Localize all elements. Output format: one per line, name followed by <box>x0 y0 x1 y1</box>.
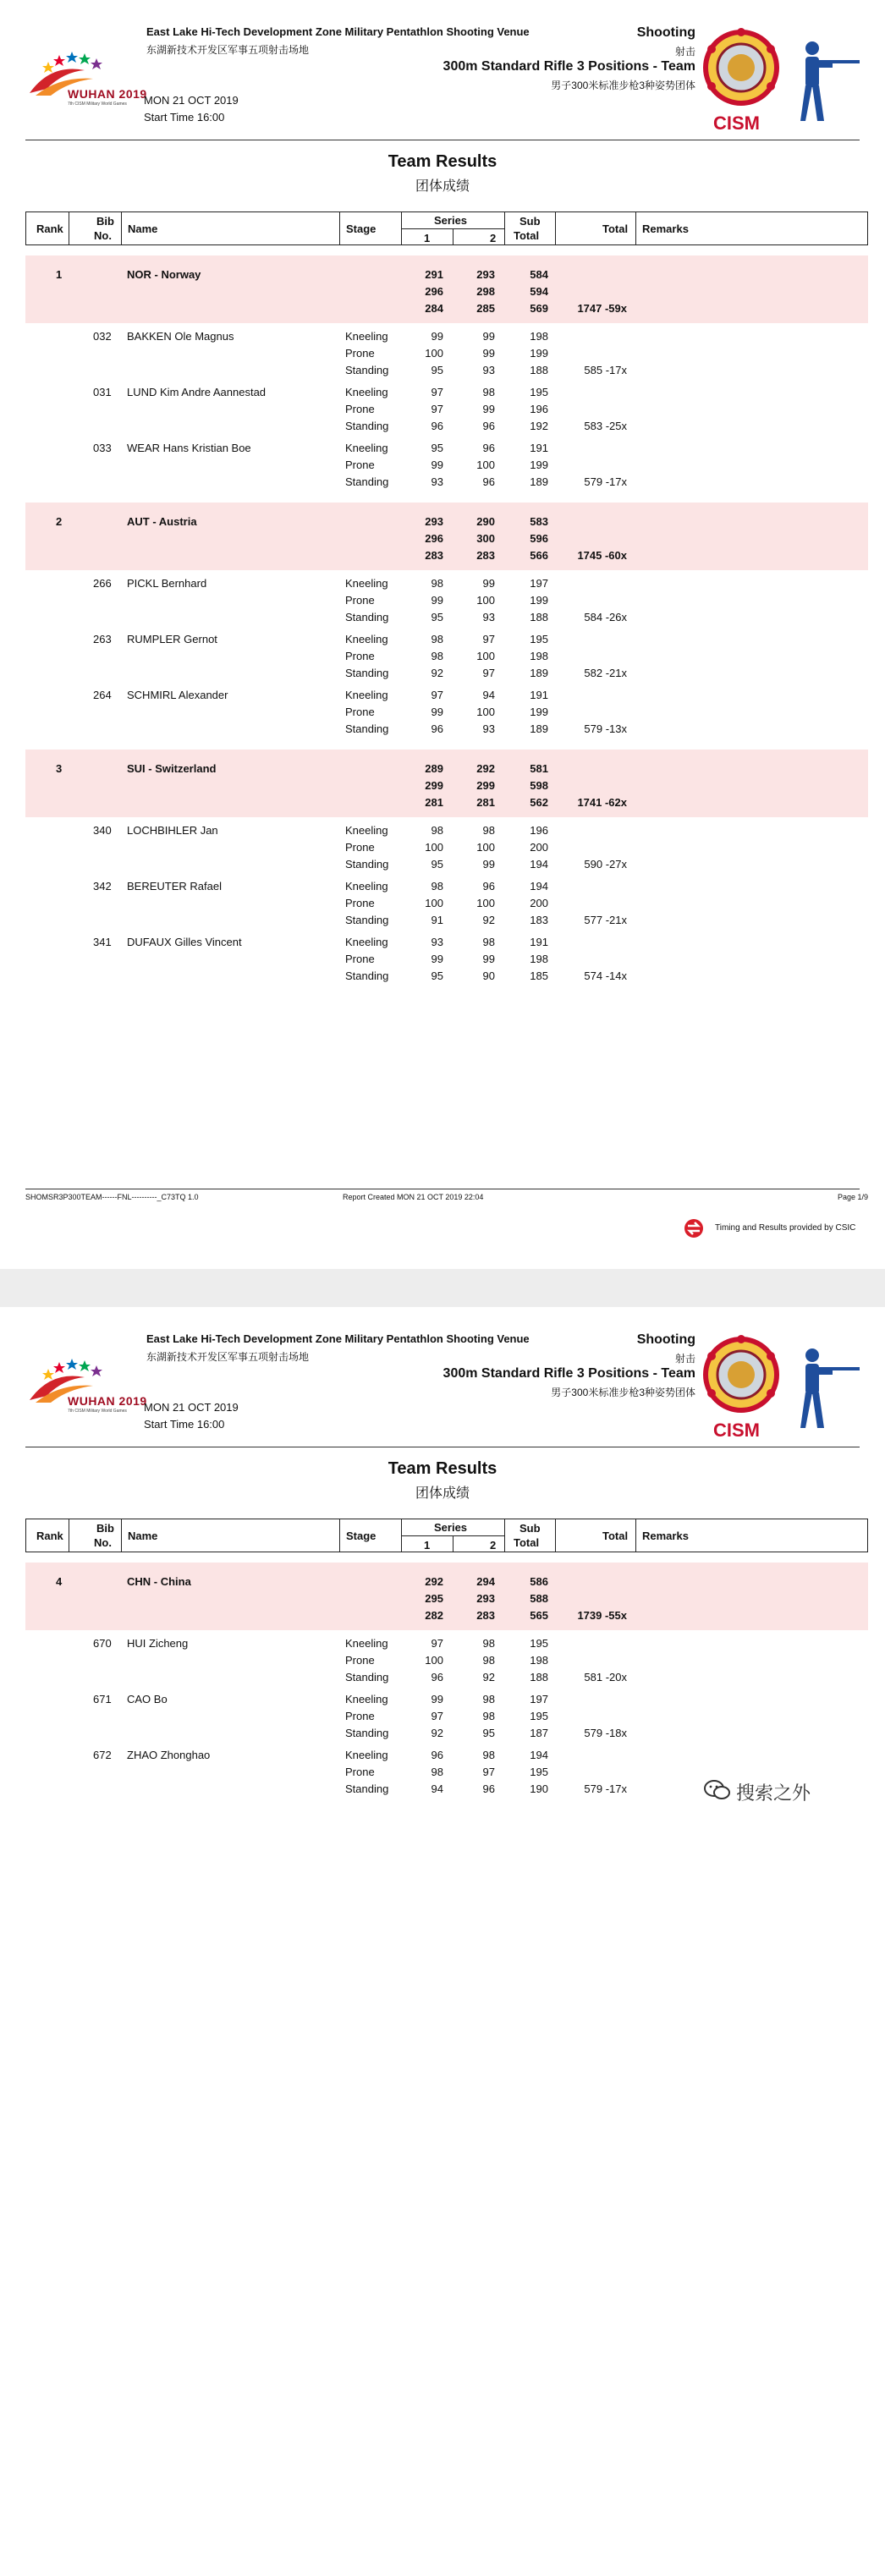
series-1-score: 95 <box>431 858 443 871</box>
stage-label: Kneeling <box>345 330 388 343</box>
page-number: Page 1/9 <box>837 1193 868 1201</box>
athlete-bib: 031 <box>93 386 112 398</box>
stage-subtotal: 195 <box>530 1710 548 1722</box>
series-1-score: 99 <box>431 594 443 607</box>
stage-label: Kneeling <box>345 880 388 893</box>
athlete-total: 579 -18x <box>584 1727 627 1739</box>
team-series-2: 283 <box>476 1609 495 1622</box>
report-code: SHOMSR3P300TEAM------FNL----------_C73TQ 1.0 <box>25 1193 199 1201</box>
series-2-score: 100 <box>476 650 495 662</box>
athlete-bib: 672 <box>93 1749 112 1761</box>
stage-label: Standing <box>345 858 389 871</box>
stage-subtotal: 194 <box>530 1749 548 1761</box>
team-series-1: 281 <box>425 796 443 809</box>
series-1-score: 96 <box>431 722 443 735</box>
stage-label: Standing <box>345 420 389 432</box>
stage-subtotal: 190 <box>530 1782 548 1795</box>
series-1-score: 95 <box>431 969 443 982</box>
series-2-score: 98 <box>482 1637 495 1650</box>
stage-subtotal: 197 <box>530 1693 548 1705</box>
team-series-1: 282 <box>425 1609 443 1622</box>
stage-subtotal: 188 <box>530 364 548 376</box>
event-name-cn: 男子300米标准步枪3种姿势团体 <box>551 1387 695 1398</box>
stage-subtotal: 200 <box>530 897 548 909</box>
athlete-total: 581 -20x <box>584 1671 627 1683</box>
team-series-2: 298 <box>476 285 495 298</box>
athlete-name: WEAR Hans Kristian Boe <box>127 442 251 454</box>
stage-subtotal: 192 <box>530 420 548 432</box>
athlete-name: CAO Bo <box>127 1693 168 1705</box>
series-2-score: 94 <box>482 689 495 701</box>
series-2-score: 93 <box>482 722 495 735</box>
team-series-2: 283 <box>476 549 495 562</box>
col-series-1: 1 <box>424 1539 431 1552</box>
discipline: Shooting <box>636 1332 695 1347</box>
team-series-2: 293 <box>476 268 495 281</box>
stage-label: Kneeling <box>345 936 388 948</box>
series-1-score: 100 <box>425 841 443 854</box>
page-title: Team Results <box>388 1459 497 1478</box>
discipline: Shooting <box>636 25 695 40</box>
wechat-account-label: 搜索之外 <box>736 1782 811 1804</box>
stage-label: Standing <box>345 914 389 926</box>
series-2-score: 92 <box>482 914 495 926</box>
col-stage: Stage <box>346 1530 377 1542</box>
team-name: CHN - China <box>127 1575 191 1588</box>
athlete-name: ZHAO Zhonghao <box>127 1749 211 1761</box>
series-1-score: 99 <box>431 1693 443 1705</box>
team-subtotal: 588 <box>530 1592 548 1605</box>
series-2-score: 98 <box>482 824 495 837</box>
results-page-1 <box>0 0 885 1269</box>
series-1-score: 97 <box>431 1637 443 1650</box>
series-2-score: 100 <box>476 459 495 471</box>
athlete-bib: 671 <box>93 1693 112 1705</box>
series-1-score: 100 <box>425 1654 443 1667</box>
team-subtotal: 569 <box>530 302 548 315</box>
col-remarks: Remarks <box>642 222 689 235</box>
series-2-score: 100 <box>476 706 495 718</box>
stage-subtotal: 195 <box>530 633 548 645</box>
start-time: Start Time 16:00 <box>144 111 225 124</box>
athlete-total: 583 -25x <box>584 420 627 432</box>
athlete-name: LUND Kim Andre Aannestad <box>127 386 267 398</box>
wuhan-logo-text: WUHAN 2019 <box>68 1394 147 1408</box>
series-1-score: 96 <box>431 1671 443 1683</box>
stage-label: Kneeling <box>345 442 388 454</box>
col-sub: Sub <box>519 215 541 228</box>
stage-label: Standing <box>345 364 389 376</box>
rifle-shooter-pictogram <box>794 38 861 123</box>
series-2-score: 100 <box>476 841 495 854</box>
stage-subtotal: 187 <box>530 1727 548 1739</box>
series-2-score: 96 <box>482 1782 495 1795</box>
stage-label: Standing <box>345 667 389 679</box>
stage-label: Standing <box>345 611 389 623</box>
col-sub-total: Total <box>514 1536 540 1549</box>
col-bib: Bib <box>96 215 114 228</box>
series-2-score: 98 <box>482 386 495 398</box>
page-separator <box>0 1269 885 1307</box>
table-header <box>25 1519 868 1552</box>
discipline-cn: 射击 <box>674 1353 695 1365</box>
team-series-1: 296 <box>425 532 443 545</box>
series-1-score: 95 <box>431 611 443 623</box>
team-series-2: 281 <box>476 796 495 809</box>
athlete-total: 585 -17x <box>584 364 627 376</box>
stage-label: Kneeling <box>345 1749 388 1761</box>
team-subtotal: 594 <box>530 285 548 298</box>
series-1-score: 98 <box>431 633 443 645</box>
athlete-bib: 340 <box>93 824 112 837</box>
athlete-name: HUI Zicheng <box>127 1637 189 1650</box>
col-total: Total <box>602 1530 629 1542</box>
series-1-score: 100 <box>425 897 443 909</box>
athlete-name: PICKL Bernhard <box>127 577 207 590</box>
cism-logo-text: CISM <box>713 113 760 134</box>
event-name: 300m Standard Rifle 3 Positions - Team <box>442 59 695 74</box>
athlete-bib: 264 <box>93 689 112 701</box>
wechat-icon <box>704 1779 731 1801</box>
series-2-score: 98 <box>482 1693 495 1705</box>
stage-label: Kneeling <box>345 1693 388 1705</box>
stage-subtotal: 199 <box>530 594 548 607</box>
series-1-score: 95 <box>431 364 443 376</box>
athlete-bib: 266 <box>93 577 112 590</box>
stage-subtotal: 191 <box>530 689 548 701</box>
athlete-bib: 342 <box>93 880 112 893</box>
rifle-shooter-pictogram <box>794 1345 861 1430</box>
athlete-total: 577 -21x <box>584 914 627 926</box>
col-bib-no: No. <box>94 229 112 242</box>
series-2-score: 92 <box>482 1671 495 1683</box>
col-name: Name <box>128 1530 158 1542</box>
col-rank: Rank <box>36 222 63 235</box>
stage-subtotal: 185 <box>530 969 548 982</box>
stage-subtotal: 198 <box>530 1654 548 1667</box>
series-1-score: 97 <box>431 1710 443 1722</box>
stage-subtotal: 188 <box>530 1671 548 1683</box>
series-2-score: 93 <box>482 611 495 623</box>
series-1-score: 92 <box>431 1727 443 1739</box>
col-series: Series <box>434 214 468 227</box>
stage-subtotal: 189 <box>530 475 548 488</box>
athlete-total: 574 -14x <box>584 969 627 982</box>
stage-label: Prone <box>345 897 375 909</box>
athlete-name: RUMPLER Gernot <box>127 633 217 645</box>
stage-subtotal: 195 <box>530 1766 548 1778</box>
series-1-score: 97 <box>431 403 443 415</box>
team-name: SUI - Switzerland <box>127 762 217 775</box>
stage-label: Standing <box>345 475 389 488</box>
col-rank: Rank <box>36 1530 63 1542</box>
stage-label: Standing <box>345 1671 389 1683</box>
stage-subtotal: 194 <box>530 880 548 893</box>
col-remarks: Remarks <box>642 1530 689 1542</box>
athlete-total: 579 -17x <box>584 1782 627 1795</box>
series-1-score: 98 <box>431 1766 443 1778</box>
col-series-2: 2 <box>490 232 497 244</box>
start-time: Start Time 16:00 <box>144 1418 225 1431</box>
series-1-score: 98 <box>431 880 443 893</box>
team-series-1: 284 <box>425 302 443 315</box>
stage-subtotal: 191 <box>530 936 548 948</box>
col-series-1: 1 <box>424 232 431 244</box>
stage-label: Kneeling <box>345 577 388 590</box>
event-date: MON 21 OCT 2019 <box>144 1401 239 1414</box>
series-2-score: 99 <box>482 347 495 360</box>
athlete-name: DUFAUX Gilles Vincent <box>127 936 242 948</box>
report-created: Report Created MON 21 OCT 2019 22:04 <box>343 1193 484 1201</box>
team-series-2: 294 <box>476 1575 495 1588</box>
athlete-name: SCHMIRL Alexander <box>127 689 228 701</box>
page-title-cn: 团体成绩 <box>415 179 470 194</box>
page-title: Team Results <box>388 152 497 171</box>
series-2-score: 98 <box>482 1654 495 1667</box>
series-1-score: 96 <box>431 420 443 432</box>
team-subtotal: 583 <box>530 515 548 528</box>
athlete-name: LOCHBIHLER Jan <box>127 824 218 837</box>
team-subtotal: 565 <box>530 1609 548 1622</box>
stage-subtotal: 198 <box>530 650 548 662</box>
series-2-score: 96 <box>482 420 495 432</box>
series-1-score: 94 <box>431 1782 443 1795</box>
team-series-1: 295 <box>425 1592 443 1605</box>
stage-subtotal: 188 <box>530 611 548 623</box>
stage-subtotal: 199 <box>530 459 548 471</box>
series-2-score: 98 <box>482 936 495 948</box>
athlete-bib: 033 <box>93 442 112 454</box>
stage-label: Standing <box>345 722 389 735</box>
series-2-score: 95 <box>482 1727 495 1739</box>
series-2-score: 96 <box>482 880 495 893</box>
stage-label: Prone <box>345 594 375 607</box>
team-series-2: 293 <box>476 1592 495 1605</box>
series-2-score: 99 <box>482 330 495 343</box>
col-sub-total: Total <box>514 229 540 242</box>
team-rank: 2 <box>56 515 63 528</box>
wuhan-logo-text: WUHAN 2019 <box>68 87 147 101</box>
series-2-score: 99 <box>482 577 495 590</box>
timing-credit: Timing and Results provided by CSIC <box>715 1223 856 1233</box>
athlete-name: BAKKEN Ole Magnus <box>127 330 234 343</box>
team-series-2: 290 <box>476 515 495 528</box>
series-2-score: 97 <box>482 1766 495 1778</box>
event-name: 300m Standard Rifle 3 Positions - Team <box>442 1366 695 1381</box>
stage-subtotal: 195 <box>530 386 548 398</box>
venue-name-cn: 东湖新技术开发区军事五项射击场地 <box>146 1351 310 1363</box>
col-series: Series <box>434 1521 468 1534</box>
stage-label: Prone <box>345 841 375 854</box>
athlete-total: 584 -26x <box>584 611 627 623</box>
cism-logo-text: CISM <box>713 1420 760 1441</box>
series-1-score: 98 <box>431 650 443 662</box>
team-series-1: 293 <box>425 515 443 528</box>
col-series-2: 2 <box>490 1539 497 1552</box>
team-series-1: 299 <box>425 779 443 792</box>
athlete-bib: 670 <box>93 1637 112 1650</box>
series-1-score: 98 <box>431 824 443 837</box>
col-bib: Bib <box>96 1522 114 1535</box>
series-2-score: 98 <box>482 1710 495 1722</box>
stage-subtotal: 194 <box>530 858 548 871</box>
series-2-score: 100 <box>476 594 495 607</box>
team-series-1: 291 <box>425 268 443 281</box>
team-rank: 4 <box>56 1575 63 1588</box>
col-sub: Sub <box>519 1522 541 1535</box>
athlete-name: BEREUTER Rafael <box>127 880 222 893</box>
stage-subtotal: 196 <box>530 824 548 837</box>
series-1-score: 98 <box>431 577 443 590</box>
series-1-score: 100 <box>425 347 443 360</box>
stage-subtotal: 191 <box>530 442 548 454</box>
athlete-total: 579 -17x <box>584 475 627 488</box>
stage-label: Kneeling <box>345 633 388 645</box>
team-series-1: 296 <box>425 285 443 298</box>
team-subtotal: 596 <box>530 532 548 545</box>
series-1-score: 99 <box>431 459 443 471</box>
series-2-score: 98 <box>482 1749 495 1761</box>
series-2-score: 90 <box>482 969 495 982</box>
stage-subtotal: 198 <box>530 330 548 343</box>
series-1-score: 97 <box>431 689 443 701</box>
stage-subtotal: 199 <box>530 706 548 718</box>
stage-subtotal: 196 <box>530 403 548 415</box>
stage-label: Prone <box>345 1654 375 1667</box>
series-2-score: 99 <box>482 953 495 965</box>
stage-label: Prone <box>345 403 375 415</box>
stage-label: Standing <box>345 1727 389 1739</box>
series-2-score: 96 <box>482 442 495 454</box>
event-date: MON 21 OCT 2019 <box>144 94 239 107</box>
team-series-2: 300 <box>476 532 495 545</box>
athlete-total: 590 -27x <box>584 858 627 871</box>
stage-label: Kneeling <box>345 689 388 701</box>
series-1-score: 99 <box>431 706 443 718</box>
stage-subtotal: 197 <box>530 577 548 590</box>
stage-subtotal: 189 <box>530 667 548 679</box>
athlete-total: 579 -13x <box>584 722 627 735</box>
team-total: 1745 -60x <box>577 549 627 562</box>
stage-label: Standing <box>345 1782 389 1795</box>
team-name: AUT - Austria <box>127 515 197 528</box>
team-series-1: 289 <box>425 762 443 775</box>
team-series-2: 292 <box>476 762 495 775</box>
team-subtotal: 581 <box>530 762 548 775</box>
col-total: Total <box>602 222 629 235</box>
series-1-score: 97 <box>431 386 443 398</box>
stage-label: Prone <box>345 1710 375 1722</box>
stage-subtotal: 183 <box>530 914 548 926</box>
series-2-score: 96 <box>482 475 495 488</box>
venue-name-cn: 东湖新技术开发区军事五项射击场地 <box>146 44 310 56</box>
stage-label: Prone <box>345 459 375 471</box>
team-subtotal: 598 <box>530 779 548 792</box>
venue-name: East Lake Hi-Tech Development Zone Military Pentathlon Shooting Venue <box>146 1332 530 1345</box>
stage-label: Prone <box>345 1766 375 1778</box>
results-page-2 <box>0 1307 885 2576</box>
event-name-cn: 男子300米标准步枪3种姿势团体 <box>551 80 695 91</box>
stage-label: Prone <box>345 706 375 718</box>
series-1-score: 93 <box>431 936 443 948</box>
series-2-score: 97 <box>482 633 495 645</box>
team-name: NOR - Norway <box>127 268 201 281</box>
team-series-2: 285 <box>476 302 495 315</box>
team-total: 1747 -59x <box>577 302 627 315</box>
csic-logo-icon <box>684 1218 704 1239</box>
page-title-cn: 团体成绩 <box>415 1486 470 1501</box>
team-rank: 3 <box>56 762 63 775</box>
series-1-score: 95 <box>431 442 443 454</box>
team-series-2: 299 <box>476 779 495 792</box>
athlete-bib: 263 <box>93 633 112 645</box>
team-subtotal: 562 <box>530 796 548 809</box>
athlete-bib: 341 <box>93 936 112 948</box>
stage-subtotal: 198 <box>530 953 548 965</box>
series-1-score: 99 <box>431 953 443 965</box>
stage-label: Kneeling <box>345 386 388 398</box>
team-subtotal: 566 <box>530 549 548 562</box>
athlete-total: 582 -21x <box>584 667 627 679</box>
discipline-cn: 射击 <box>674 46 695 58</box>
stage-label: Kneeling <box>345 1637 388 1650</box>
stage-label: Prone <box>345 347 375 360</box>
venue-name: East Lake Hi-Tech Development Zone Military Pentathlon Shooting Venue <box>146 25 530 38</box>
table-header <box>25 211 868 245</box>
col-name: Name <box>128 222 158 235</box>
series-1-score: 96 <box>431 1749 443 1761</box>
series-2-score: 99 <box>482 403 495 415</box>
wuhan-logo-subtitle: 7th CISM Military World Games <box>68 102 127 107</box>
stage-label: Kneeling <box>345 824 388 837</box>
col-stage: Stage <box>346 222 377 235</box>
stage-subtotal: 189 <box>530 722 548 735</box>
series-1-score: 99 <box>431 330 443 343</box>
series-1-score: 93 <box>431 475 443 488</box>
col-bib-no: No. <box>94 1536 112 1549</box>
series-2-score: 100 <box>476 897 495 909</box>
series-1-score: 92 <box>431 667 443 679</box>
athlete-bib: 032 <box>93 330 112 343</box>
team-rank: 1 <box>56 268 63 281</box>
wuhan-logo-subtitle: 7th CISM Military World Games <box>68 1409 127 1414</box>
team-series-1: 292 <box>425 1575 443 1588</box>
team-total: 1739 -55x <box>577 1609 627 1622</box>
stage-label: Prone <box>345 650 375 662</box>
team-subtotal: 586 <box>530 1575 548 1588</box>
stage-subtotal: 199 <box>530 347 548 360</box>
series-2-score: 99 <box>482 858 495 871</box>
series-2-score: 93 <box>482 364 495 376</box>
stage-label: Prone <box>345 953 375 965</box>
series-2-score: 97 <box>482 667 495 679</box>
stage-subtotal: 200 <box>530 841 548 854</box>
team-total: 1741 -62x <box>577 796 627 809</box>
team-series-1: 283 <box>425 549 443 562</box>
series-1-score: 91 <box>431 914 443 926</box>
team-subtotal: 584 <box>530 268 548 281</box>
stage-subtotal: 195 <box>530 1637 548 1650</box>
stage-label: Standing <box>345 969 389 982</box>
